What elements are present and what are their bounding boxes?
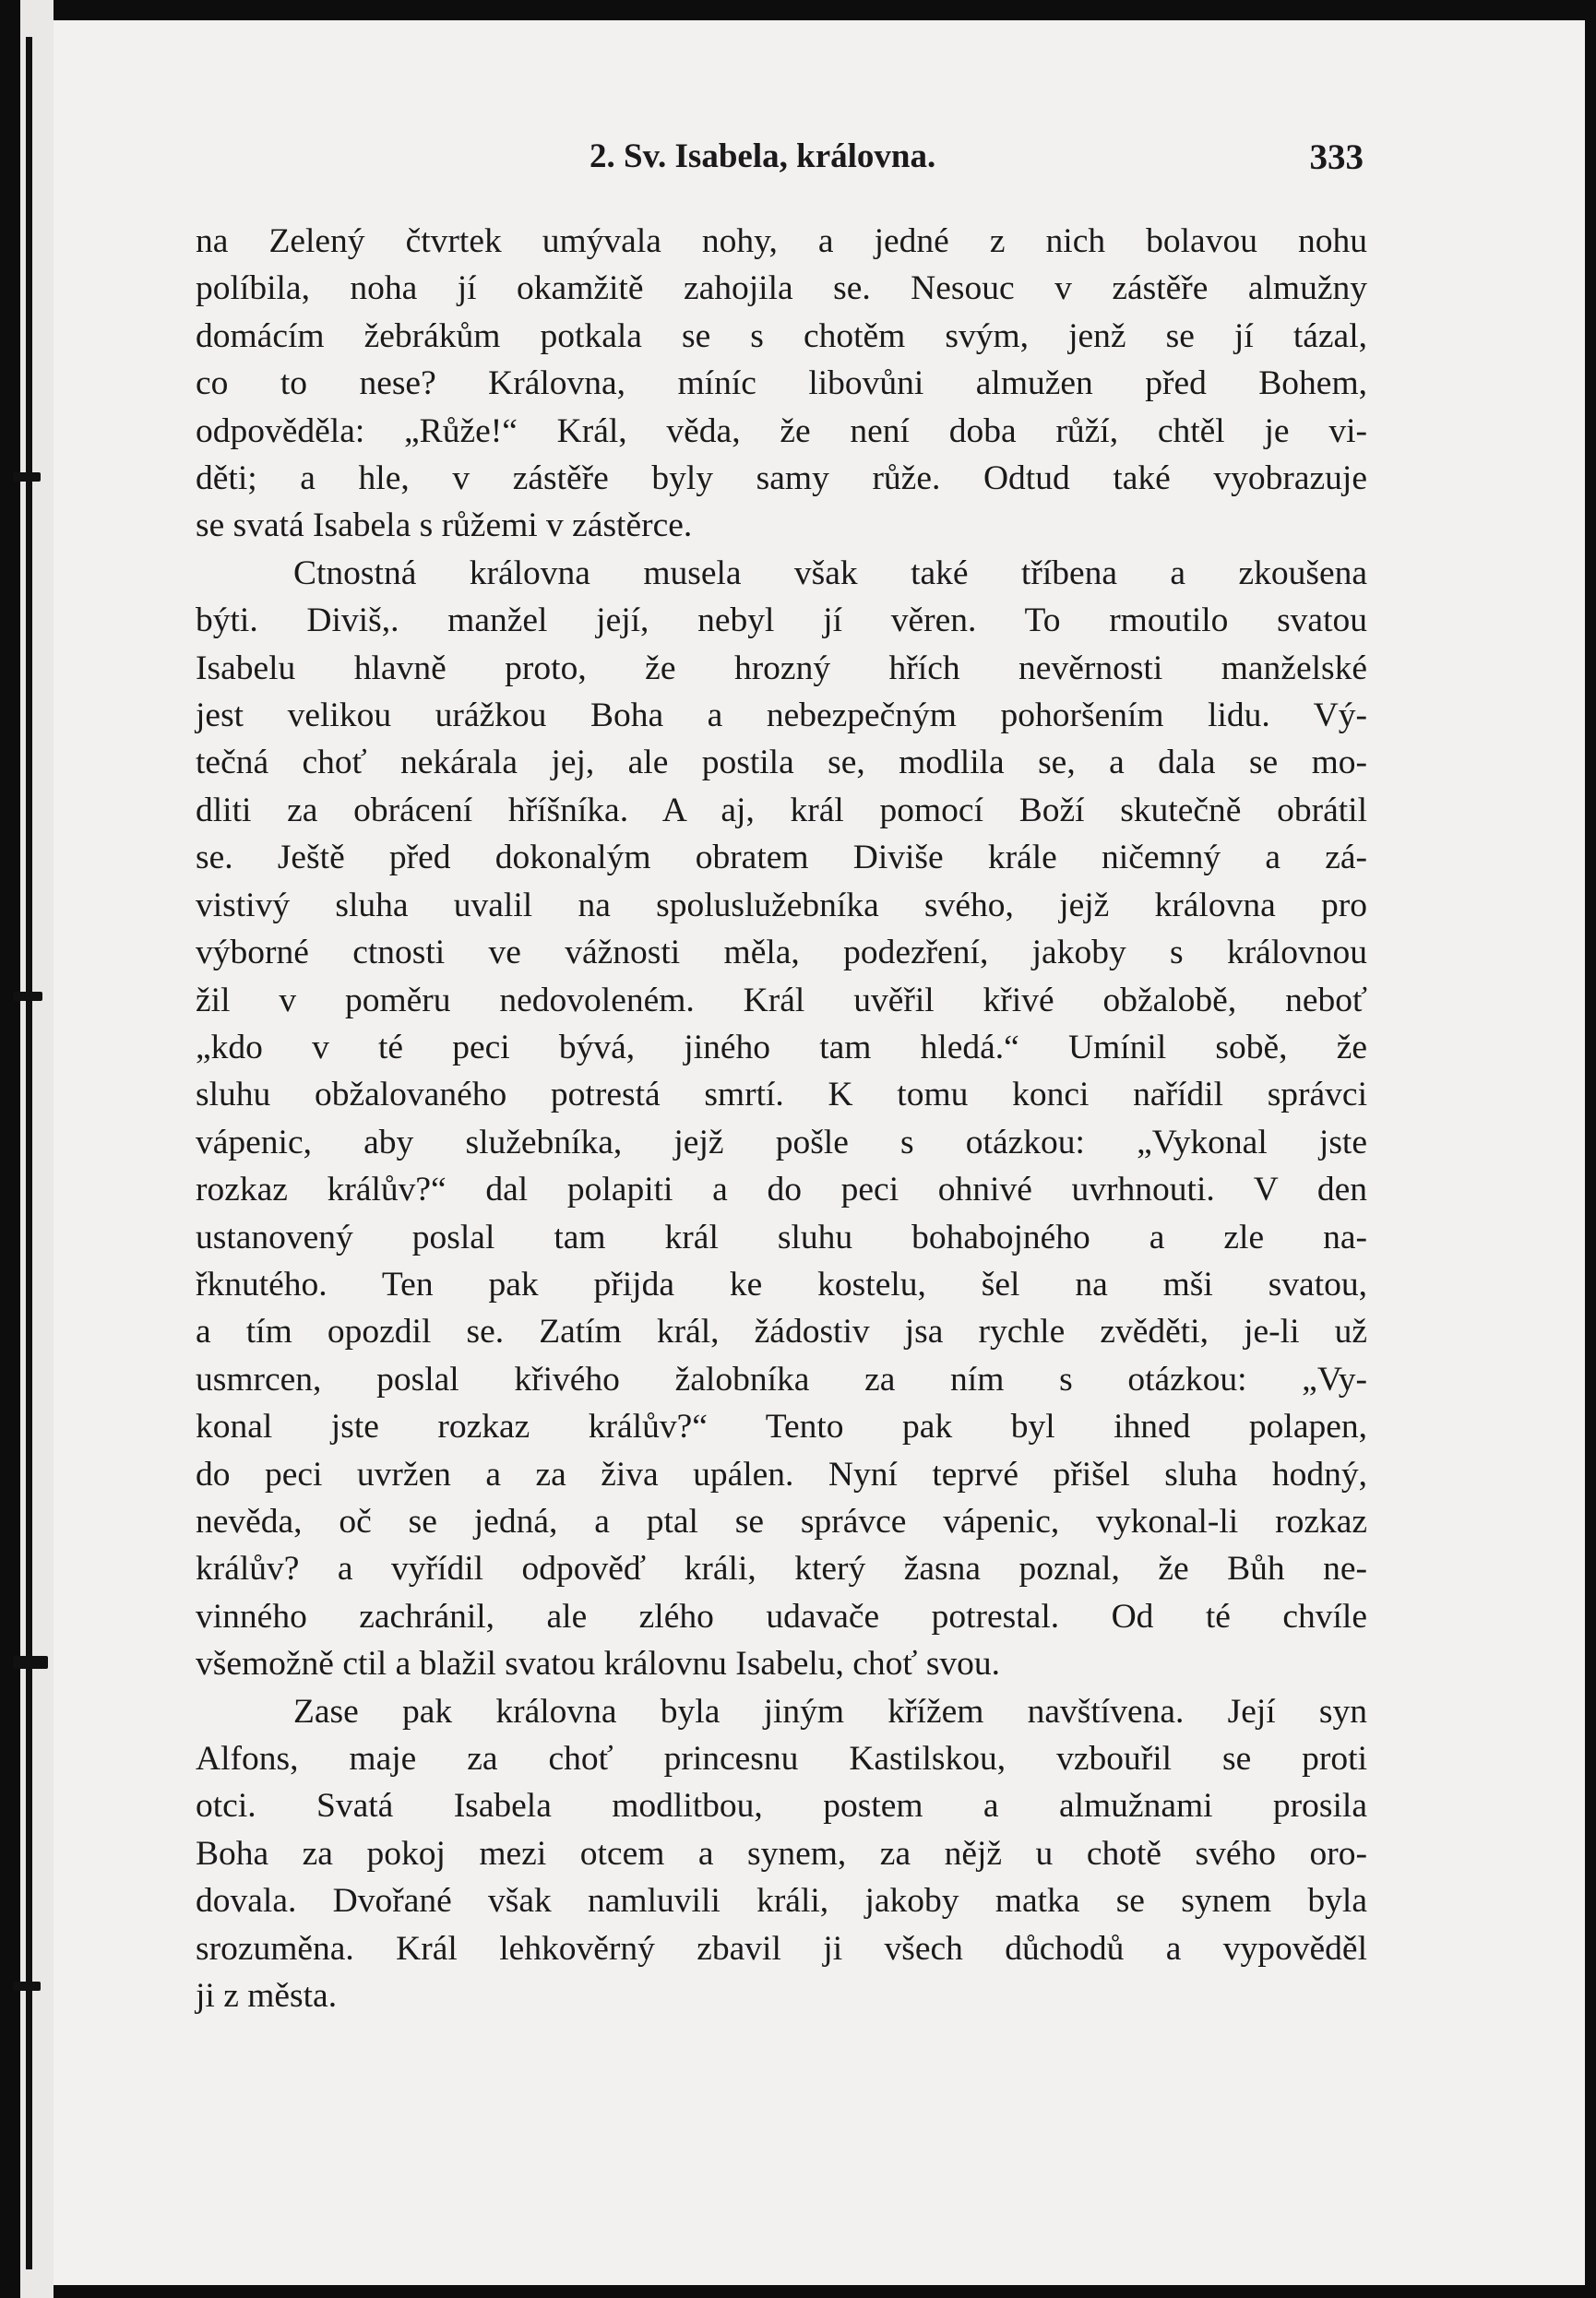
text-line: co to nese? Královna, míníc libovůni almužen před Bohem, <box>196 364 1367 403</box>
running-header <box>197 137 1364 183</box>
text-line: a tím opozdil se. Zatím král, žádostiv jsa rychle zvěděti, je-li už <box>196 1313 1367 1351</box>
text-line: jest velikou urážkou Boha a nebezpečným pohoršením lidu. Vý- <box>196 697 1367 735</box>
text-line: tečná choť nekárala jej, ale postila se, modlila se, a dala se mo- <box>196 744 1367 782</box>
text-line: Boha za pokoj mezi otcem a synem, za nějž u chotě svého oro- <box>196 1834 1367 1873</box>
text-line: Ctnostná královna musela však také tříbena a zkoušena <box>293 554 1367 592</box>
binding-mark <box>13 1982 41 1991</box>
text-line: řknutého. Ten pak přijda ke kostelu, šel na mši svatou, <box>196 1265 1367 1304</box>
binding-mark <box>13 1656 48 1669</box>
text-line: Alfons, maje za choť princesnu Kastilskou, vzbouřil se proti <box>196 1740 1367 1778</box>
paragraph <box>196 550 1367 1688</box>
text-line: vápenic, aby služebníka, jejž pošle s otázkou: „Vykonal jste <box>196 1123 1367 1161</box>
paragraph <box>196 1688 1367 2020</box>
text-line: dovala. Dvořané však namluvili králi, jakoby matka se synem byla <box>196 1882 1367 1921</box>
text-line: ustanovený poslal tam král sluhu bohabojného a zle na- <box>196 1218 1367 1256</box>
running-title: 2. Sv. Isabela, královna. <box>590 137 936 175</box>
text-line: se. Ještě před dokonalým obratem Diviše krále ničemný a zá- <box>196 839 1367 877</box>
text-line: usmrcen, poslal křivého žalobníka za ním s otázkou: „Vy- <box>196 1360 1367 1399</box>
text-line: nevěda, oč se jedná, a ptal se správce vápenic, vykonal-li rozkaz <box>196 1502 1367 1541</box>
text-line: výborné ctnosti ve vážnosti měla, podezření, jakoby s královnou <box>196 934 1367 972</box>
text-line: do peci uvržen a za živa upálen. Nyní teprvé přišel sluha hodný, <box>196 1455 1367 1494</box>
binding-edge <box>26 37 32 2269</box>
text-line: děti; a hle, v zástěře byly samy růže. Odtud také vyobrazuje <box>196 459 1367 498</box>
text-line: políbila, noha jí okamžitě zahojila se. Nesouc v zástěře almužny <box>196 269 1367 308</box>
text-line: všemožně ctil a blažil svatou královnu Isabelu, choť svou. <box>196 1645 1001 1684</box>
text-line: rozkaz králův?“ dal polapiti a do peci ohnivé uvrhnouti. V den <box>196 1171 1367 1209</box>
text-line: býti. Diviš,. manžel její, nebyl jí věren. To rmoutilo svatou <box>196 601 1367 640</box>
text-line: Zase pak královna byla jiným křížem navštívena. Její syn <box>293 1692 1367 1731</box>
text-line: „kdo v té peci bývá, jiného tam hledá.“ Umínil sobě, že <box>196 1028 1367 1066</box>
text-line: sluhu obžalovaného potrestá smrtí. K tomu konci nařídil správci <box>196 1076 1367 1114</box>
body-text <box>196 218 1367 2019</box>
text-line: vinného zachránil, ale zlého udavače potrestal. Od té chvíle <box>196 1597 1367 1636</box>
text-line: na Zelený čtvrtek umývala nohy, a jedné z nich bolavou nohu <box>196 222 1367 260</box>
paragraph <box>196 218 1367 550</box>
text-line: dliti za obrácení hříšníka. A aj, král pomocí Boží skutečně obrátil <box>196 791 1367 829</box>
text-line: ji z města. <box>196 1977 338 2016</box>
text-line: domácím žebrákům potkala se s chotěm svým, jenž se jí tázal, <box>196 316 1367 355</box>
binding-mark <box>13 472 41 482</box>
text-line: srozuměna. Král lehkověrný zbavil ji všech důchodů a vypověděl <box>196 1929 1367 1968</box>
text-line: vistivý sluha uvalil na spoluslužebníka svého, jejž královna pro <box>196 886 1367 924</box>
text-line: se svatá Isabela s růžemi v zástěrce. <box>196 506 693 545</box>
text-line: odpověděla: „Růže!“ Král, věda, že není doba růží, chtěl je vi- <box>196 411 1367 450</box>
binding-mark <box>13 992 42 1001</box>
text-line: králův? a vyřídil odpověď králi, který žasna poznal, že Bůh ne- <box>196 1550 1367 1589</box>
text-line: otci. Svatá Isabela modlitbou, postem a almužnami prosila <box>196 1787 1367 1826</box>
text-line: žil v poměru nedovoleném. Král uvěřil křivé obžalobě, neboť <box>196 981 1367 1019</box>
text-line: konal jste rozkaz králův?“ Tento pak byl ihned polapen, <box>196 1408 1367 1447</box>
text-line: Isabelu hlavně proto, že hrozný hřích nevěrnosti manželské <box>196 649 1367 687</box>
page-number: 333 <box>1309 137 1364 177</box>
